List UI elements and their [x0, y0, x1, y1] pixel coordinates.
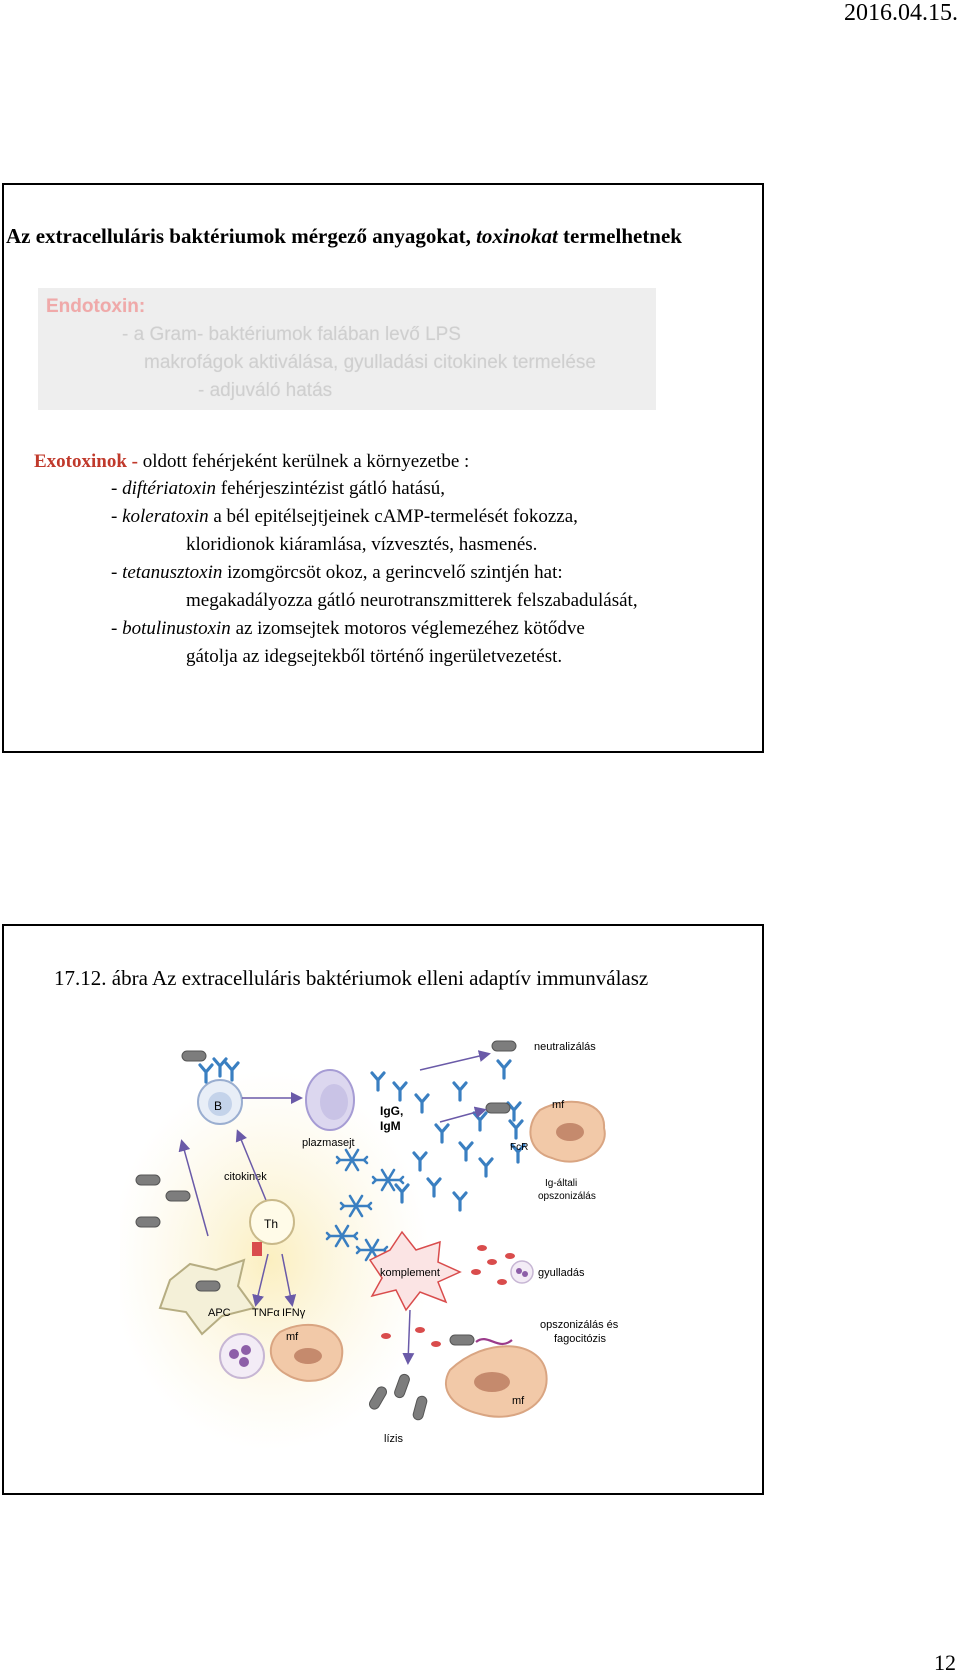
- exotoxin-heading: Exotoxinok - oldott fehérjeként kerülnek a környezetbe :: [34, 451, 470, 472]
- exotoxin-item: - diftériatoxin fehérjeszintézist gátló hatású,: [111, 478, 445, 499]
- complement-label: komplement: [380, 1267, 440, 1279]
- endotoxin-heading: Endotoxin:: [46, 296, 146, 317]
- endotoxin-box: [38, 288, 656, 410]
- mf-label-3: mf: [512, 1395, 525, 1407]
- page-number: 12: [934, 1650, 956, 1675]
- phagocytosis-macrophage: [446, 1319, 619, 1417]
- fcr-label: FcR: [510, 1142, 529, 1153]
- neutrophil: [220, 1334, 264, 1378]
- igg-label: IgG,: [380, 1104, 404, 1118]
- exotoxin-item: gátolja az idegsejtekből történő ingerületvezetést.: [186, 646, 563, 667]
- ifn-label: IFNγ: [282, 1307, 306, 1319]
- th-label: Th: [264, 1217, 279, 1231]
- apc-label: APC: [208, 1307, 231, 1319]
- neutralization-label: neutralizálás: [534, 1041, 596, 1053]
- print-date: 2016.04.15.: [844, 0, 958, 26]
- igm-label: IgM: [380, 1119, 401, 1133]
- exotoxin-item: megakadályozza gátló neurotranszmitterek felszabadulását,: [186, 590, 638, 611]
- mf-label-2: mf: [286, 1331, 299, 1343]
- neutralization-group: [492, 1041, 596, 1078]
- immune-response-figure: [120, 1010, 700, 1480]
- exotoxin-item: - tetanusztoxin izomgörcsöt okoz, a gerincvelő szintjén hat:: [111, 562, 563, 583]
- ig-opsonization-label-1: Ig-általi: [545, 1178, 578, 1189]
- mf-label-1: mf: [552, 1099, 565, 1111]
- b-cell-label: B: [214, 1099, 223, 1113]
- inflammation-label: gyulladás: [538, 1267, 585, 1279]
- ig-opsonization-label-2: opszonizálás: [538, 1191, 596, 1202]
- slide-1-title: Az extracelluláris baktériumok mérgező anyagokat, toxinokat termelhetnek: [6, 224, 682, 248]
- figure-caption: 17.12. ábra Az extracelluláris baktériumok elleni adaptív immunválasz: [54, 966, 649, 990]
- exotoxin-item: - koleratoxin a bél epitélsejtjeinek cAMP-termelését fokozza,: [111, 506, 578, 527]
- opsonization-phagocytosis-label-2: fagocitózis: [554, 1333, 606, 1345]
- opsonization-phagocytosis-label-1: opszonizálás és: [540, 1319, 619, 1331]
- exotoxin-item: - botulinustoxin az izomsejtek motoros véglemezéhez kötődve: [111, 618, 585, 639]
- exotoxin-item: kloridionok kiáramlása, vízvesztés, hasmenés.: [186, 534, 538, 555]
- plasma-label: plazmasejt: [302, 1137, 355, 1149]
- plasma-cell: [302, 1070, 355, 1149]
- macrophage-fcr: [486, 1099, 605, 1202]
- endotoxin-line-1: - a Gram- baktériumok falában levő LPS: [122, 324, 461, 345]
- inflammation-neutrophil: [511, 1261, 533, 1283]
- lysis-label: lízis: [384, 1433, 403, 1445]
- tnf-label: TNFα: [252, 1307, 280, 1319]
- endotoxin-line-3: - adjuváló hatás: [198, 380, 333, 401]
- cytokines-label: citokinek: [224, 1171, 267, 1183]
- endotoxin-line-2: makrofágok aktiválása, gyulladási citokinek termelése: [144, 352, 596, 373]
